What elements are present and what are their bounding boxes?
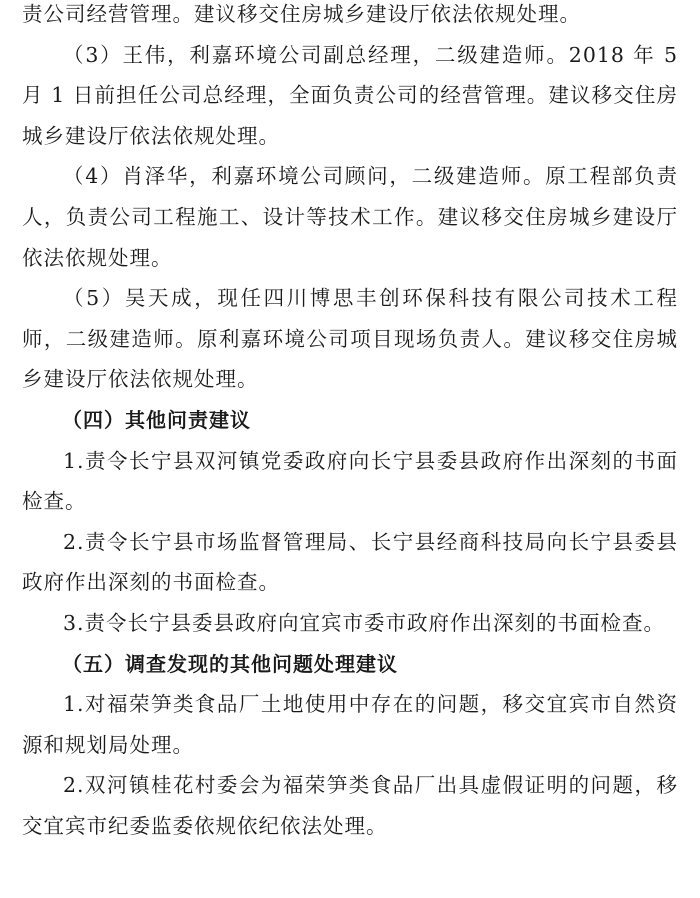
paragraph-item-5-wu-tiancheng: （5）吴天成，现任四川博思丰创环保科技有限公司技术工程师，二级建造师。原利嘉环境公司项目现场负责人。建议移交住房城乡建设厅依法依规处理。: [22, 286, 678, 392]
section-heading-4: （四）其他问责建议: [62, 407, 251, 432]
paragraph-other-issue-2: 2.双河镇桂花村委会为福荣笋类食品厂出具虚假证明的问题，移交宜宾市纪委监委依规依纪依法处理。: [22, 773, 678, 838]
paragraph-item-3-wang-wei: （3）王伟，利嘉环境公司副总经理，二级建造师。2018 年 5 月 1 日前担任公司总经理，全面负责公司的经营管理。建议移交住房城乡建设厅依法依规处理。: [22, 42, 678, 148]
paragraph-accountability-2: 2.责令长宁县市场监督管理局、长宁县经商科技局向长宁县委县政府作出深刻的书面检查。: [22, 529, 678, 595]
paragraph-item-4-xiao-zehua: （4）肖泽华，利嘉环境公司顾问，二级建造师。原工程部负责人，负责公司工程施工、设计等技术工作。建议移交住房城乡建设厅依法依规处理。: [22, 164, 678, 270]
paragraph-accountability-3: 3.责令长宁县委县政府向宜宾市委市政府作出深刻的书面检查。: [63, 610, 666, 635]
paragraph-accountability-1: 1.责令长宁县双河镇党委政府向长宁县委县政府作出深刻的书面检查。: [22, 448, 678, 514]
section-heading-5: （五）调查发现的其他问题处理建议: [62, 651, 398, 676]
paragraph-continuation: 责公司经营管理。建议移交住房城乡建设厅依法依规处理。: [22, 2, 581, 26]
paragraph-other-issue-1: 1.对福荣笋类食品厂土地使用中存在的问题，移交宜宾市自然资源和规划局处理。: [22, 692, 678, 757]
